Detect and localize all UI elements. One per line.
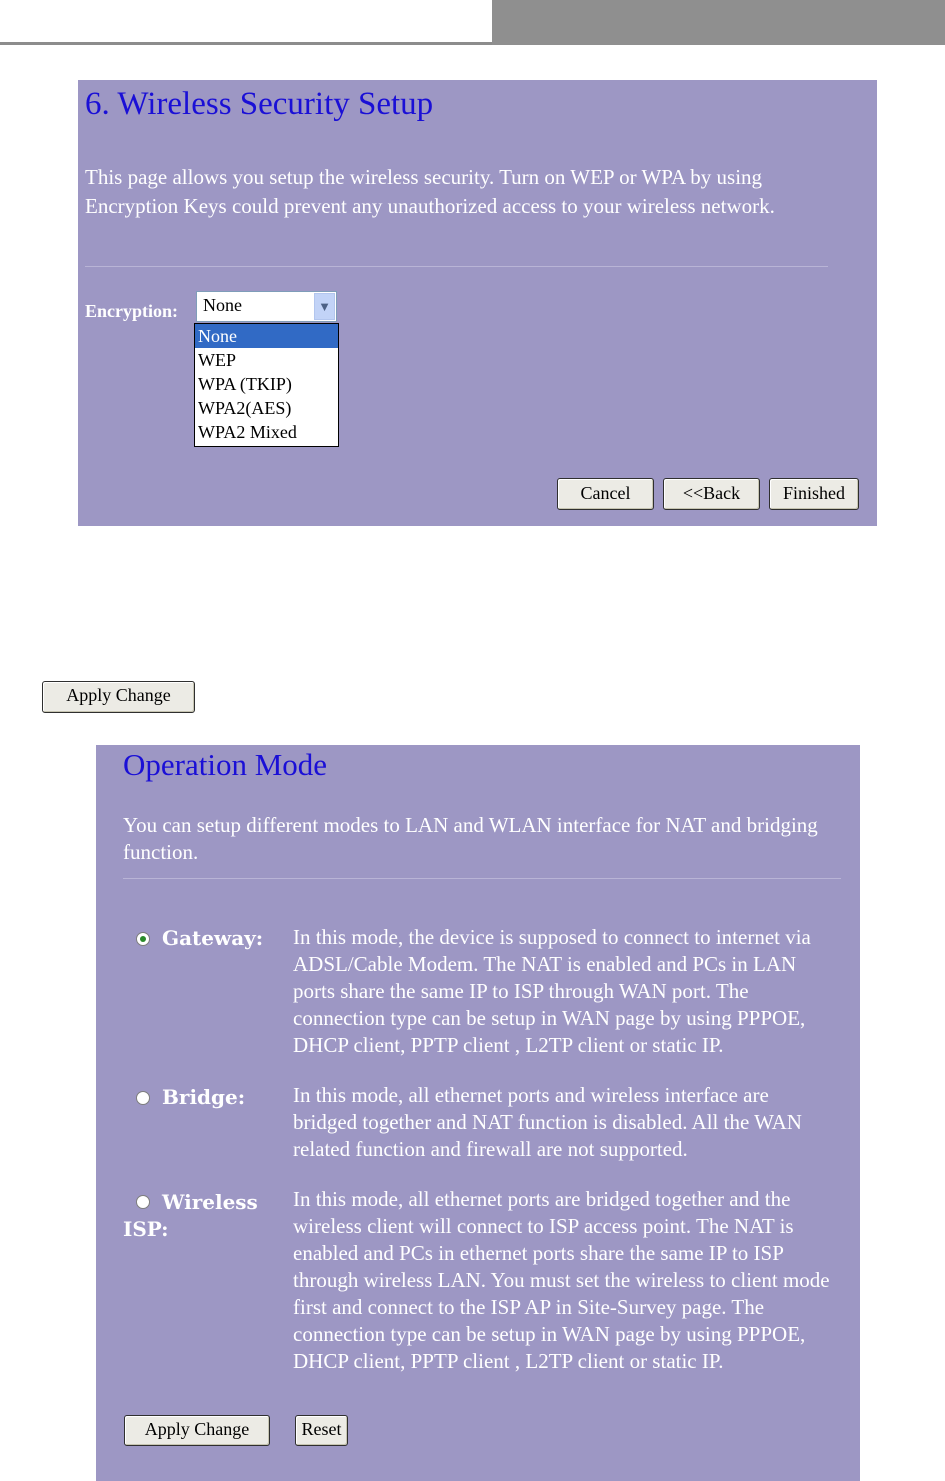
wireless-security-panel [78,80,877,526]
wireless-isp-radio[interactable] [136,1195,150,1209]
dropdown-option-wpa2-mixed[interactable]: WPA2 Mixed [198,422,297,442]
page-description: This page allows you setup the wireless security. Turn on WEP or WPA by using Encryption Keys could prevent any unauthorized access to your wireless network. [85,165,775,218]
encryption-select[interactable] [196,291,337,322]
bridge-label: Bridge: [162,1085,246,1109]
header-gray-block [492,0,945,45]
wireless-isp-label-line1: Wireless [162,1190,258,1214]
wireless-isp-description: In this mode, all ethernet ports are bridged together and the wireless client will connect to ISP access point. The NAT is enabled and PCs in ethernet ports share the same IP to ISP through wireless LAN. You must set the wireless to client mode first and connect to the ISP AP in Site-Survey page. The connection type can be setup in WAN page by using PPPOE, DHCP client, PPTP client , L2TP client or static IP. [293,1187,830,1373]
divider [85,266,828,267]
chevron-down-icon[interactable]: ▼ [314,293,335,320]
encryption-label: Encryption: [85,301,179,321]
bridge-radio[interactable] [136,1091,150,1105]
divider [123,878,841,879]
operation-mode-panel [96,745,860,1481]
encryption-dropdown-list[interactable] [194,323,339,447]
finished-button[interactable]: Finished [769,478,859,510]
reset-button[interactable]: Reset [295,1415,348,1446]
header-divider-line [0,42,492,45]
apply-change-button[interactable]: Apply Change [124,1415,270,1446]
wireless-isp-label-line2: ISP: [123,1217,169,1241]
encryption-select-value: None [203,295,242,315]
dropdown-option-wep[interactable]: WEP [198,350,236,370]
dropdown-option-none[interactable]: None [195,324,338,348]
gateway-label: Gateway: [162,926,264,950]
back-button[interactable]: <<Back [663,478,760,510]
apply-change-button-standalone[interactable]: Apply Change [42,681,195,713]
gateway-description: In this mode, the device is supposed to connect to internet via ADSL/Cable Modem. The NAT is enabled and PCs in LAN ports share the same IP to ISP through WAN port. The connection type can be setup in WAN page by using PPPOE, DHCP client, PPTP client , L2TP client or static IP. [293,925,811,1057]
dropdown-option-wpa-tkip[interactable]: WPA (TKIP) [198,374,292,394]
bridge-description: In this mode, all ethernet ports and wireless interface are bridged together and NAT function is disabled. All the WAN related function and firewall are not supported. [293,1083,802,1161]
dropdown-option-wpa2-aes[interactable]: WPA2(AES) [198,398,292,418]
opmode-description: You can setup different modes to LAN and WLAN interface for NAT and bridging function. [123,813,818,864]
cancel-button[interactable]: Cancel [557,478,654,510]
page-title: 6. Wireless Security Setup [85,86,434,122]
opmode-title: Operation Mode [123,747,328,782]
gateway-radio[interactable] [136,932,150,946]
